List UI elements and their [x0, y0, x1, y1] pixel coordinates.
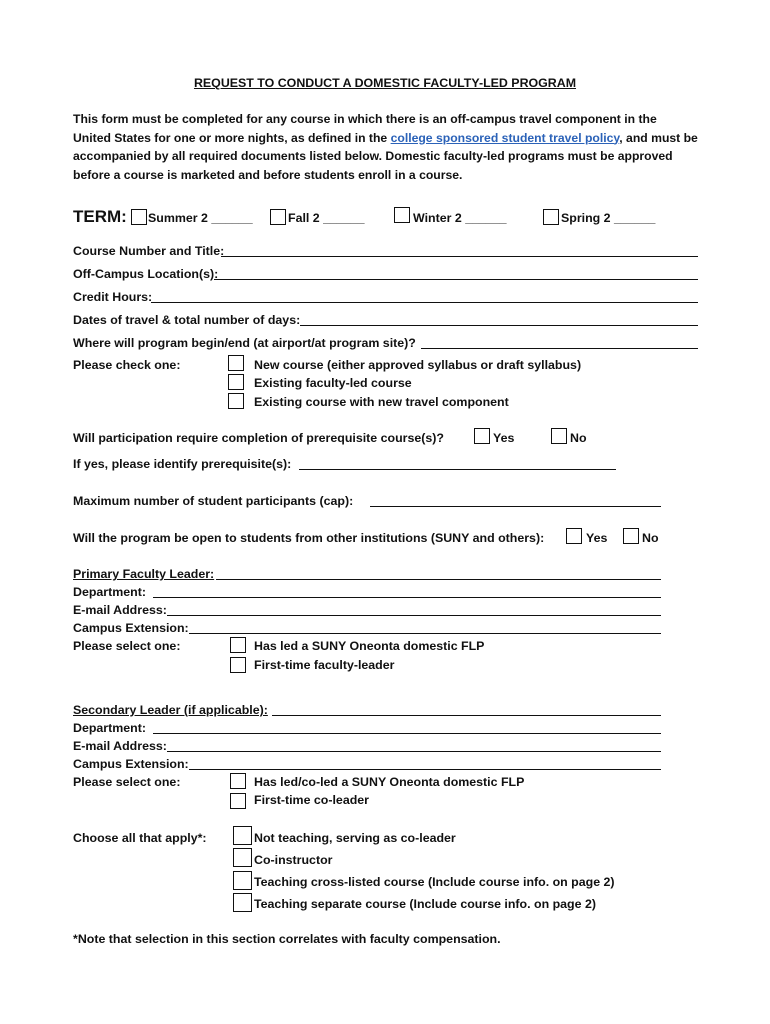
- term-winter-checkbox[interactable]: [394, 207, 410, 223]
- secondary-department-label: Department:: [73, 721, 146, 735]
- new-course-label: New course (either approved syllabus or draft syllabus): [254, 358, 582, 372]
- existing-course-label: Existing faculty-led course: [254, 376, 412, 390]
- prereq-no-checkbox[interactable]: [551, 428, 567, 444]
- term-summer-label: Summer 2 ______: [148, 211, 253, 225]
- secondary-extension-label: Campus Extension:: [73, 757, 189, 771]
- secondary-first-time-label: First-time co-leader: [254, 793, 369, 807]
- secondary-email-label: E-mail Address:: [73, 739, 167, 753]
- primary-has-led-checkbox[interactable]: [230, 637, 246, 653]
- primary-first-time-label: First-time faculty-leader: [254, 658, 395, 672]
- open-yes-checkbox[interactable]: [566, 528, 582, 544]
- check-one-label: Please check one:: [73, 358, 181, 372]
- prereq-identify-input-line[interactable]: [299, 469, 616, 470]
- form-title: REQUEST TO CONDUCT A DOMESTIC FACULTY-LED PROGRAM: [193, 76, 577, 90]
- separate-course-label: Teaching separate course (Include course info. on page 2): [254, 897, 596, 911]
- primary-department-input-line[interactable]: [153, 597, 661, 598]
- secondary-select-label: Please select one:: [73, 775, 181, 789]
- primary-extension-input-line[interactable]: [189, 633, 661, 634]
- open-no-label: No: [642, 531, 659, 545]
- primary-department-label: Department:: [73, 585, 146, 599]
- secondary-has-led-checkbox[interactable]: [230, 773, 246, 789]
- term-winter-label: Winter 2 ______: [413, 211, 507, 225]
- dates-input-line[interactable]: [300, 325, 698, 326]
- not-teaching-label: Not teaching, serving as co-leader: [254, 831, 456, 845]
- term-fall-checkbox[interactable]: [270, 209, 286, 225]
- secondary-department-input-line[interactable]: [153, 733, 661, 734]
- prereq-yes-label: Yes: [493, 431, 515, 445]
- primary-email-label: E-mail Address:: [73, 603, 167, 617]
- cap-input-line[interactable]: [370, 506, 661, 507]
- prereq-identify-label: If yes, please identify prerequisite(s):: [73, 457, 292, 471]
- not-teaching-checkbox[interactable]: [233, 826, 252, 845]
- open-no-checkbox[interactable]: [623, 528, 639, 544]
- begin-end-label: Where will program begin/end (at airport/at program site)?: [73, 336, 416, 350]
- co-instructor-checkbox[interactable]: [233, 848, 252, 867]
- primary-has-led-label: Has led a SUNY Oneonta domestic FLP: [254, 639, 485, 653]
- begin-end-input-line[interactable]: [421, 348, 698, 349]
- primary-email-input-line[interactable]: [167, 615, 661, 616]
- new-course-checkbox[interactable]: [228, 355, 244, 371]
- secondary-leader-heading: Secondary Leader (if applicable):: [73, 703, 268, 717]
- primary-extension-label: Campus Extension:: [73, 621, 189, 635]
- primary-leader-heading: Primary Faculty Leader:: [73, 567, 215, 581]
- credit-label: Credit Hours:: [73, 290, 153, 304]
- term-summer-checkbox[interactable]: [131, 209, 147, 225]
- prereq-question: Will participation require completion of prerequisite course(s)?: [73, 431, 444, 445]
- course-label: Course Number and Title:: [73, 244, 225, 258]
- location-input-line[interactable]: [214, 279, 698, 280]
- dates-label: Dates of travel & total number of days:: [73, 313, 301, 327]
- prereq-yes-checkbox[interactable]: [474, 428, 490, 444]
- existing-course-checkbox[interactable]: [228, 374, 244, 390]
- term-fall-label: Fall 2 ______: [288, 211, 365, 225]
- co-instructor-label: Co-instructor: [254, 853, 333, 867]
- secondary-email-input-line[interactable]: [167, 751, 661, 752]
- primary-leader-input-line[interactable]: [216, 579, 661, 580]
- term-label: TERM:: [73, 207, 127, 226]
- credit-input-line[interactable]: [151, 302, 698, 303]
- primary-first-time-checkbox[interactable]: [230, 657, 246, 673]
- secondary-leader-input-line[interactable]: [272, 715, 661, 716]
- open-question: Will the program be open to students from other institutions (SUNY and others):: [73, 531, 545, 545]
- cross-listed-checkbox[interactable]: [233, 871, 252, 890]
- primary-select-label: Please select one:: [73, 639, 181, 653]
- separate-course-checkbox[interactable]: [233, 893, 252, 912]
- term-spring-checkbox[interactable]: [543, 209, 559, 225]
- open-yes-label: Yes: [586, 531, 608, 545]
- new-travel-checkbox[interactable]: [228, 393, 244, 409]
- term-spring-label: Spring 2 ______: [561, 211, 656, 225]
- choose-label: Choose all that apply*:: [73, 831, 207, 845]
- secondary-has-led-label: Has led/co-led a SUNY Oneonta domestic FLP: [254, 775, 525, 789]
- secondary-extension-input-line[interactable]: [189, 769, 661, 770]
- cross-listed-label: Teaching cross-listed course (Include course info. on page 2): [254, 875, 615, 889]
- travel-policy-link[interactable]: college sponsored student travel policy: [390, 130, 620, 145]
- secondary-first-time-checkbox[interactable]: [230, 793, 246, 809]
- intro-text-end: , and must be accompanied by all required documents listed below. Domestic faculty-led programs must be approved before a course is marketed and before students enroll in a course.: [73, 130, 698, 182]
- intro-text-start: This form must be completed for any course in which there is an off-campus travel component in the United States for one or more nights, as defined in the: [73, 112, 657, 145]
- intro-paragraph: [73, 110, 698, 184]
- cap-label: Maximum number of student participants (cap):: [73, 494, 354, 508]
- new-travel-label: Existing course with new travel component: [254, 395, 509, 409]
- compensation-note: *Note that selection in this section correlates with faculty compensation.: [73, 932, 501, 946]
- prereq-no-label: No: [570, 431, 587, 445]
- course-input-line[interactable]: [221, 256, 698, 257]
- location-label: Off-Campus Location(s):: [73, 267, 219, 281]
